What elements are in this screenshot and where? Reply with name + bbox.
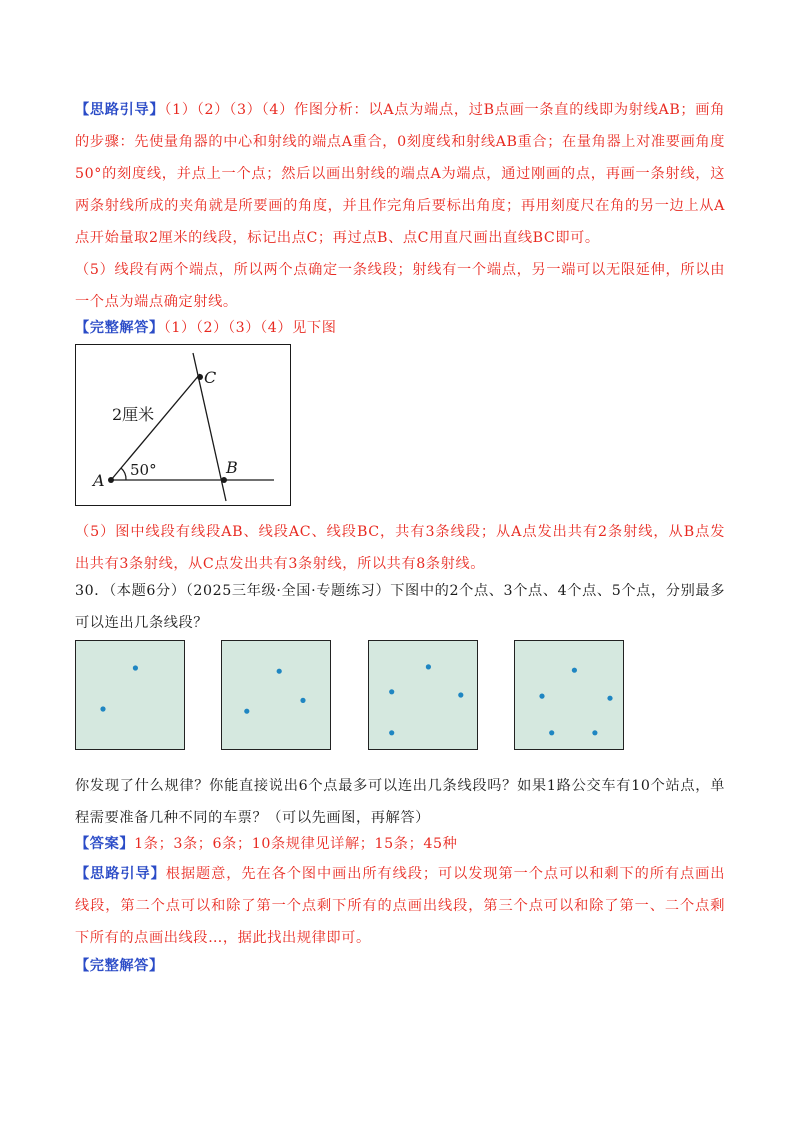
q29-answer-line xyxy=(75,312,725,344)
point-b xyxy=(221,477,227,483)
dot-box-svg xyxy=(369,641,477,749)
q30-answer-line xyxy=(75,828,725,860)
angle-arc xyxy=(121,468,126,480)
dot-box-3-points xyxy=(221,640,331,750)
q30-full-answer-line xyxy=(75,950,725,982)
q30-question-text: 30．（本题6分）（2025三年级·全国·专题练习）下图中的2个点、3个点、4个点、5个点，分别最多可以连出几条线段？ xyxy=(75,583,725,631)
dot xyxy=(572,668,577,673)
dot-box-svg xyxy=(515,641,623,749)
dot xyxy=(426,664,431,669)
dot xyxy=(244,709,249,714)
label-angle: 50° xyxy=(130,461,157,479)
q29-hint-tag: 【思路引导】 xyxy=(75,102,165,118)
dot-box-4-points xyxy=(368,640,478,750)
geometry-figure-svg xyxy=(76,345,289,504)
point-a xyxy=(108,477,114,483)
dot xyxy=(549,730,554,735)
dot xyxy=(389,730,394,735)
dot-box-2-points xyxy=(75,640,185,750)
q30-hint-tag: 【思路引导】 xyxy=(75,866,166,882)
q29-answer-paragraph-5 xyxy=(75,516,725,580)
dot xyxy=(458,692,463,697)
q30-followup xyxy=(75,770,725,834)
dot xyxy=(592,730,597,735)
q30-answer-tag: 【答案】 xyxy=(75,836,135,852)
q30-hint-paragraph xyxy=(75,858,725,954)
dot xyxy=(389,689,394,694)
dot xyxy=(133,665,138,670)
dot-box-svg xyxy=(222,641,330,749)
dot-box-5-points xyxy=(514,640,624,750)
dot xyxy=(277,669,282,674)
label-length: 2厘米 xyxy=(112,405,155,424)
dot xyxy=(300,698,305,703)
q29-answer-text: （1）（2）（3）（4）见下图 xyxy=(163,320,337,336)
q29-answer-tag: 【完整解答】 xyxy=(75,320,164,336)
geometry-figure xyxy=(75,344,291,506)
q30-question xyxy=(75,575,725,639)
dot xyxy=(100,706,105,711)
q29-hint-paragraph xyxy=(75,94,725,254)
q29-answer-text-5: （5）图中线段有线段AB、线段AC、线段BC，共有3条线段；从A点发出共有2条射线，从B点发出共有3条射线，从C点发出共有3条射线，所以共有8条射线。 xyxy=(75,524,725,572)
dot-box-svg xyxy=(76,641,184,749)
q29-hint-paragraph-5 xyxy=(75,254,725,318)
q29-hint-text: （1）（2）（3）（4）作图分析：以A点为端点，过B点画一条直的线即为射线AB；画角的步骤：先使量角器的中心和射线的端点A重合，0刻度线和射线AB重合；在量角器上对准要画角度50°的刻度线，并点上一个点；然后以画出射线的端点A为端点，通过刚画的点，再画一条射线，这两条射线所成的夹角就是所要画的角度，并且作完角后要标出角度；再用刻度尺在角的另一边上从A点开始量取2厘米的线段，标记出点C；再过点B、点C用直尺画出直线BC即可。 xyxy=(75,102,725,246)
label-a: A xyxy=(93,471,105,490)
dot xyxy=(539,694,544,699)
q30-full-answer-tag: 【完整解答】 xyxy=(75,958,164,974)
q30-answer-text: 1条；3条；6条；10条规律见详解；15条；45种 xyxy=(134,836,458,852)
dot xyxy=(607,696,612,701)
q30-hint-text: 根据题意，先在各个图中画出所有线段；可以发现第一个点可以和剩下的所有点画出线段，第二个点可以和除了第一个点剩下所有的点画出线段，第三个点可以和除了第一、二个点剩下所有的点画出线段…，据此找出规律即可。 xyxy=(75,866,725,946)
q29-hint-text-5: （5）线段有两个端点，所以两个点确定一条线段；射线有一个端点，另一端可以无限延伸，所以由一个点为端点确定射线。 xyxy=(75,262,725,310)
q30-followup-text: 你发现了什么规律？你能直接说出6个点最多可以连出几条线段吗？如果1路公交车有10个站点，单程需要准备几种不同的车票？（可以先画图，再解答） xyxy=(75,778,725,826)
label-c: C xyxy=(204,368,217,387)
point-c xyxy=(197,374,203,380)
label-b: B xyxy=(226,458,238,477)
